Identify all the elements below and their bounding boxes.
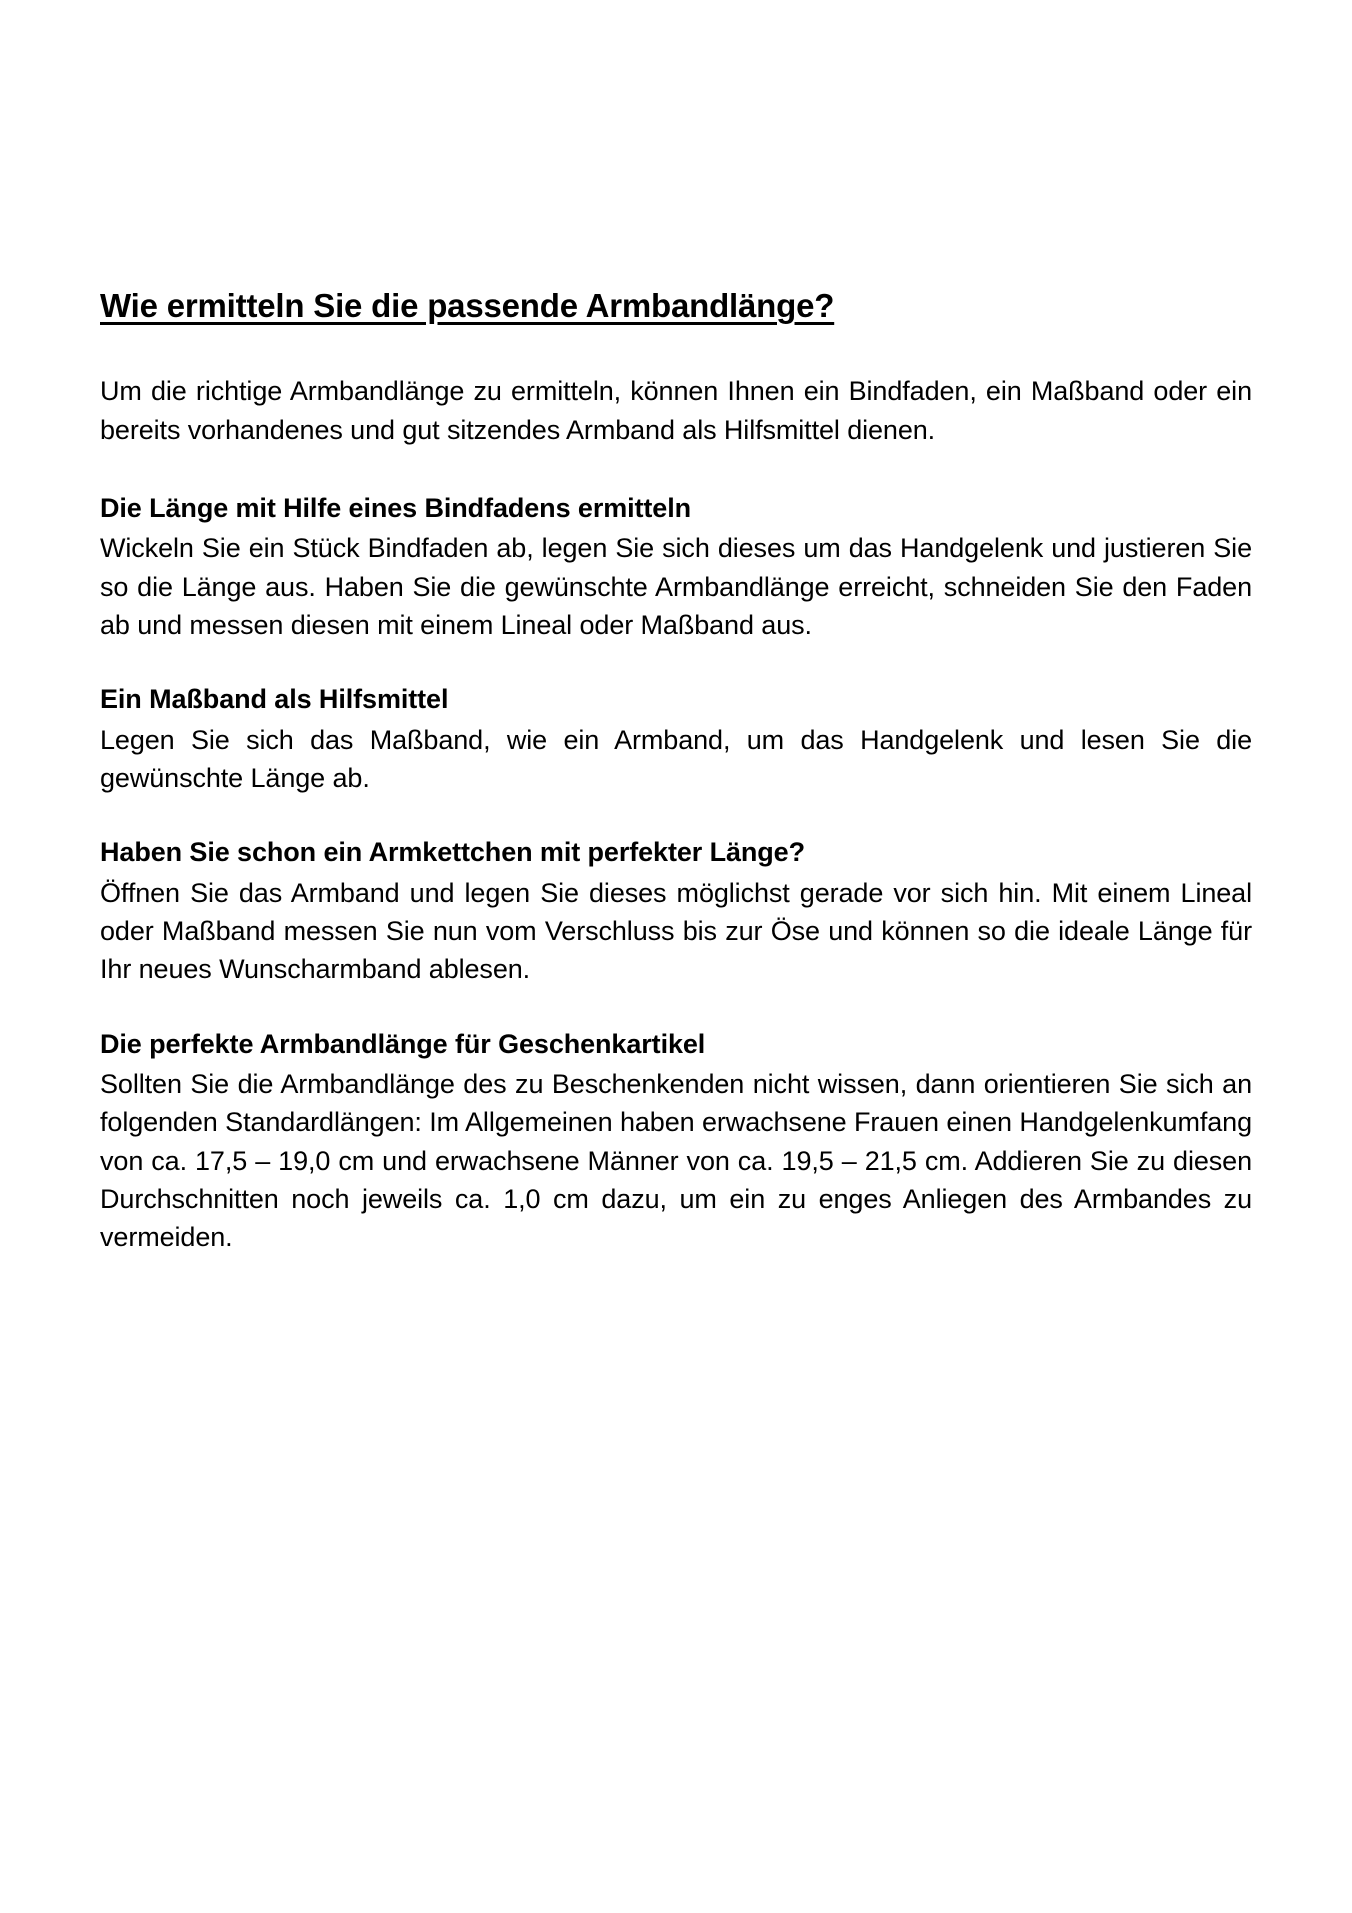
section-body-armkettchen: Öffnen Sie das Armband und legen Sie dieses möglichst gerade vor sich hin. Mit einem Lineal oder Maßband messen Sie nun vom Verschluss bis zur Öse und können so die ideale Länge für Ihr neues Wunscharmband ablesen. <box>100 877 1252 985</box>
section-heading-bindfaden: Die Länge mit Hilfe eines Bindfadens ermitteln <box>100 492 692 523</box>
page-title: Wie ermitteln Sie die passende Armbandlänge? <box>100 287 835 324</box>
section-heading-armkettchen: Haben Sie schon ein Armkettchen mit perfekter Länge? <box>100 837 805 868</box>
intro-paragraph: Um die richtige Armbandlänge zu ermitteln, können Ihnen ein Bindfaden, ein Maßband oder ein bereits vorhandenes und gut sitzendes Armband als Hilfsmittel dienen. <box>100 376 1252 445</box>
section-heading-massband: Ein Maßband als Hilfsmittel <box>100 684 449 715</box>
section-body-bindfaden: Wickeln Sie ein Stück Bindfaden ab, legen Sie sich dieses um das Handgelenk und justieren Sie so die Länge aus. Haben Sie die gewünschte Armbandlänge erreicht, schneiden Sie den Faden ab und messen diesen mit einem Lineal oder Maßband aus. <box>100 533 1252 640</box>
section-massband <box>100 680 1252 797</box>
section-bindfaden <box>100 489 1252 644</box>
section-armkettchen <box>100 833 1252 988</box>
section-heading-geschenkartikel: Die perfekte Armbandlänge für Geschenkartikel <box>100 1028 706 1059</box>
section-body-geschenkartikel: Sollten Sie die Armbandlänge des zu Beschenkenden nicht wissen, dann orientieren Sie sich an folgenden Standardlängen: Im Allgemeinen haben erwachsene Frauen einen Handgelenkumfang von ca. 17,5 – 19,0 cm und erwachsene Männer von ca. 19,5 – 21,5 cm. Addieren Sie zu diesen Durchschnitten noch jeweils ca. 1,0 cm dazu, um ein zu enges Anliegen des Armbandes zu vermeiden. <box>100 1068 1252 1253</box>
section-geschenkartikel <box>100 1025 1252 1257</box>
section-body-massband: Legen Sie sich das Maßband, wie ein Armband, um das Handgelenk und lesen Sie die gewünschte Länge ab. <box>100 724 1252 793</box>
